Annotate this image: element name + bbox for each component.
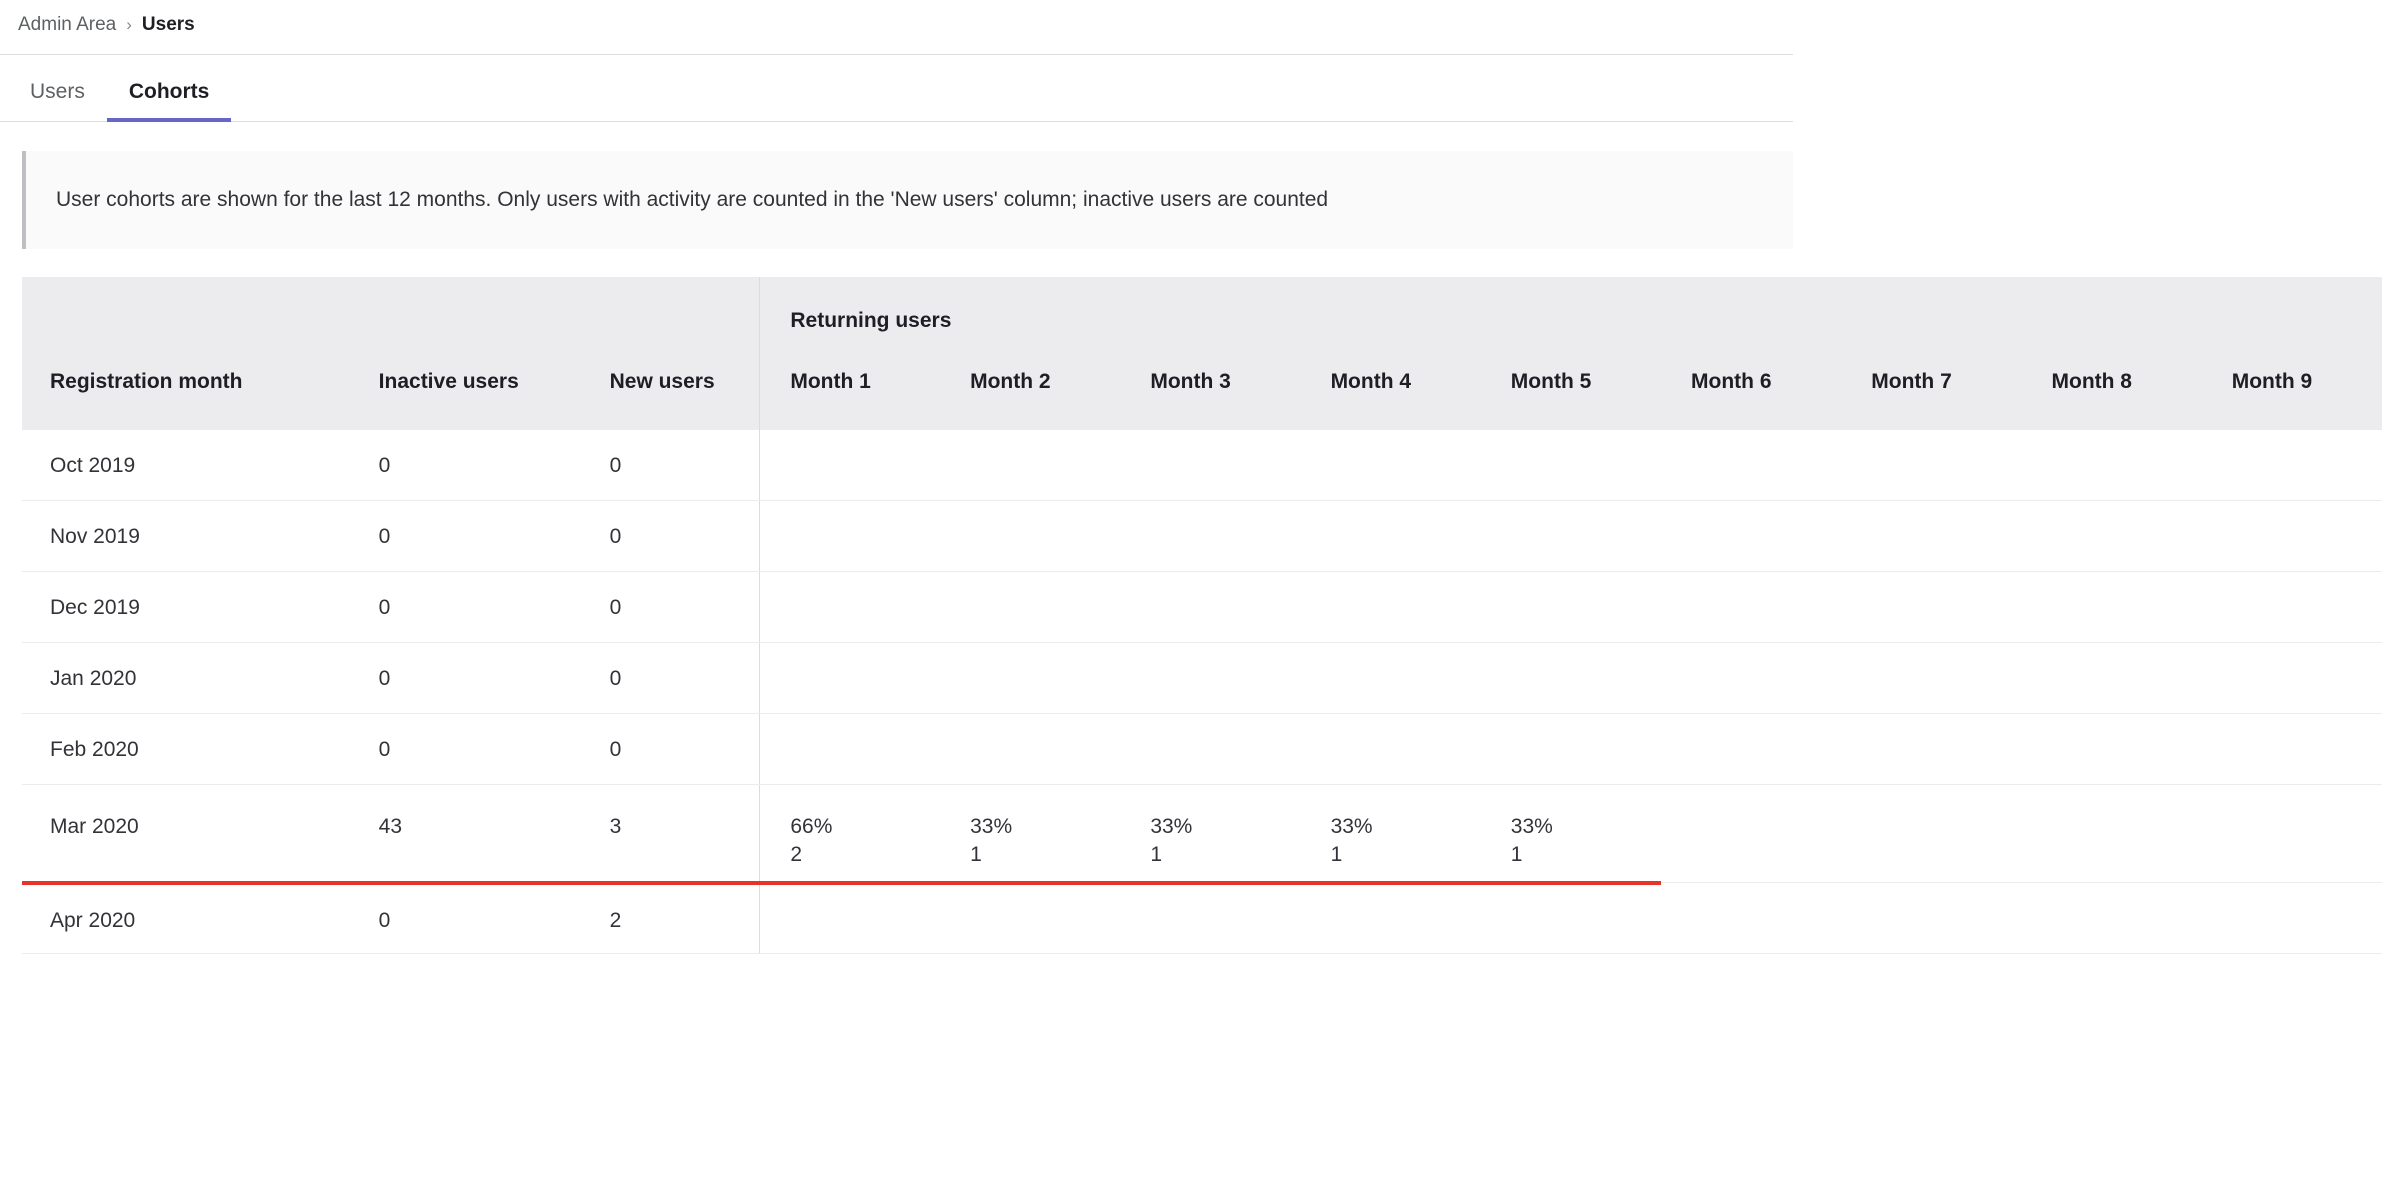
cell-month-3	[1120, 643, 1300, 714]
returning-users-title: Returning users	[790, 309, 952, 332]
cell-month-4	[1301, 572, 1481, 643]
cohorts-table-container	[22, 277, 2313, 954]
cell-month-6	[1661, 430, 1841, 501]
cell-month-3	[1120, 501, 1300, 572]
cell-month-6	[1661, 714, 1841, 785]
cell-registration-month: Apr 2020	[22, 883, 349, 954]
cell-new-users: 0	[580, 643, 760, 714]
info-alert-text: User cohorts are shown for the last 12 months. Only users with activity are counted in the 'New users' column; inactive users are counted	[56, 188, 1329, 211]
table-row	[22, 714, 2382, 785]
cell-new-users: 2	[580, 883, 760, 954]
cell-month-5	[1481, 643, 1661, 714]
header-registration-month: Registration month	[22, 349, 349, 430]
header-month-6: Month 6	[1661, 349, 1841, 430]
cell-registration-month: Jan 2020	[22, 643, 349, 714]
cell-month-7	[1841, 501, 2021, 572]
header-month-8: Month 8	[2022, 349, 2202, 430]
cell-month-4	[1301, 714, 1481, 785]
breadcrumb-admin-area-link[interactable]: Admin Area	[18, 14, 117, 35]
cell-month-2	[940, 883, 1120, 954]
chevron-right-icon: ›	[126, 15, 132, 34]
info-alert	[22, 151, 1793, 249]
cell-month-2	[940, 714, 1120, 785]
header-month-3: Month 3	[1120, 349, 1300, 430]
cell-inactive-users: 43	[349, 785, 580, 883]
cell-month-1	[760, 714, 940, 785]
cell-month-6	[1661, 883, 1841, 954]
header-month-2: Month 2	[940, 349, 1120, 430]
cell-month-6	[1661, 501, 1841, 572]
group-spacer	[22, 277, 760, 349]
cell-month-4	[1301, 430, 1481, 501]
cell-month-9	[2202, 643, 2382, 714]
cell-month-1	[760, 883, 940, 954]
cell-new-users: 0	[580, 714, 760, 785]
cell-new-users: 3	[580, 785, 760, 883]
breadcrumb	[0, 0, 1793, 54]
cell-month-4	[1301, 643, 1481, 714]
cell-month-7	[1841, 883, 2021, 954]
cell-month-2	[940, 430, 1120, 501]
cell-month-8	[2022, 430, 2202, 501]
cell-month-6	[1661, 785, 1841, 883]
cell-month-4	[1301, 883, 1481, 954]
table-row	[22, 572, 2382, 643]
cell-inactive-users: 0	[349, 643, 580, 714]
returning-users-group-row	[22, 277, 2382, 349]
table-row	[22, 430, 2382, 501]
cell-month-1	[760, 572, 940, 643]
cell-month-8	[2022, 501, 2202, 572]
returning-users-group-cell	[760, 277, 2382, 349]
cell-month-8	[2022, 785, 2202, 883]
cell-month-8	[2022, 883, 2202, 954]
cell-month-8	[2022, 714, 2202, 785]
header-month-9: Month 9	[2202, 349, 2382, 430]
cell-month-5	[1481, 501, 1661, 572]
tab-users[interactable]: Users	[30, 80, 85, 103]
cell-month-2	[940, 572, 1120, 643]
header-month-1: Month 1	[760, 349, 940, 430]
cell-month-4: 33% 1	[1301, 785, 1481, 883]
cohorts-table	[22, 277, 2382, 954]
table-row	[22, 643, 2382, 714]
cell-month-5	[1481, 883, 1661, 954]
cell-registration-month: Oct 2019	[22, 430, 349, 501]
cell-month-2	[940, 643, 1120, 714]
cell-month-7	[1841, 785, 2021, 883]
table-row	[22, 785, 2382, 883]
cell-month-3	[1120, 572, 1300, 643]
cell-month-3	[1120, 430, 1300, 501]
header-inactive-users: Inactive users	[349, 349, 580, 430]
cell-inactive-users: 0	[349, 883, 580, 954]
header-month-7: Month 7	[1841, 349, 2021, 430]
cell-month-9	[2202, 785, 2382, 883]
cell-inactive-users: 0	[349, 501, 580, 572]
cell-month-1: 66% 2	[760, 785, 940, 883]
cell-month-5: 33% 1	[1481, 785, 1661, 883]
header-month-5: Month 5	[1481, 349, 1661, 430]
cell-month-8	[2022, 643, 2202, 714]
cell-month-9	[2202, 572, 2382, 643]
cell-month-7	[1841, 430, 2021, 501]
cell-month-3: 33% 1	[1120, 785, 1300, 883]
cell-month-4	[1301, 501, 1481, 572]
cell-registration-month: Nov 2019	[22, 501, 349, 572]
cell-month-3	[1120, 714, 1300, 785]
cohorts-table-body	[22, 430, 2382, 954]
cell-month-1	[760, 501, 940, 572]
cell-new-users: 0	[580, 572, 760, 643]
cell-month-8	[2022, 572, 2202, 643]
cell-month-1	[760, 430, 940, 501]
table-row	[22, 883, 2382, 954]
table-row	[22, 501, 2382, 572]
cell-month-5	[1481, 714, 1661, 785]
cell-month-9	[2202, 883, 2382, 954]
cell-inactive-users: 0	[349, 714, 580, 785]
cell-month-2: 33% 1	[940, 785, 1120, 883]
cell-inactive-users: 0	[349, 430, 580, 501]
header-new-users: New users	[580, 349, 760, 430]
cell-month-2	[940, 501, 1120, 572]
cell-new-users: 0	[580, 501, 760, 572]
cell-new-users: 0	[580, 430, 760, 501]
cell-month-6	[1661, 643, 1841, 714]
cell-month-3	[1120, 883, 1300, 954]
cell-month-9	[2202, 501, 2382, 572]
cell-registration-month: Feb 2020	[22, 714, 349, 785]
cell-month-7	[1841, 714, 2021, 785]
tab-cohorts[interactable]: Cohorts	[107, 81, 232, 122]
breadcrumb-current-users: Users	[141, 14, 195, 35]
cell-month-9	[2202, 430, 2382, 501]
cell-month-1	[760, 643, 940, 714]
cell-inactive-users: 0	[349, 572, 580, 643]
cell-registration-month: Mar 2020	[22, 785, 349, 883]
header-month-4: Month 4	[1301, 349, 1481, 430]
cell-month-6	[1661, 572, 1841, 643]
cell-registration-month: Dec 2019	[22, 572, 349, 643]
cell-month-7	[1841, 643, 2021, 714]
tab-bar	[0, 55, 1793, 122]
cell-month-5	[1481, 572, 1661, 643]
cell-month-5	[1481, 430, 1661, 501]
cell-month-7	[1841, 572, 2021, 643]
cohorts-table-head	[22, 277, 2382, 430]
cohorts-header-row	[22, 349, 2382, 430]
cell-month-9	[2202, 714, 2382, 785]
